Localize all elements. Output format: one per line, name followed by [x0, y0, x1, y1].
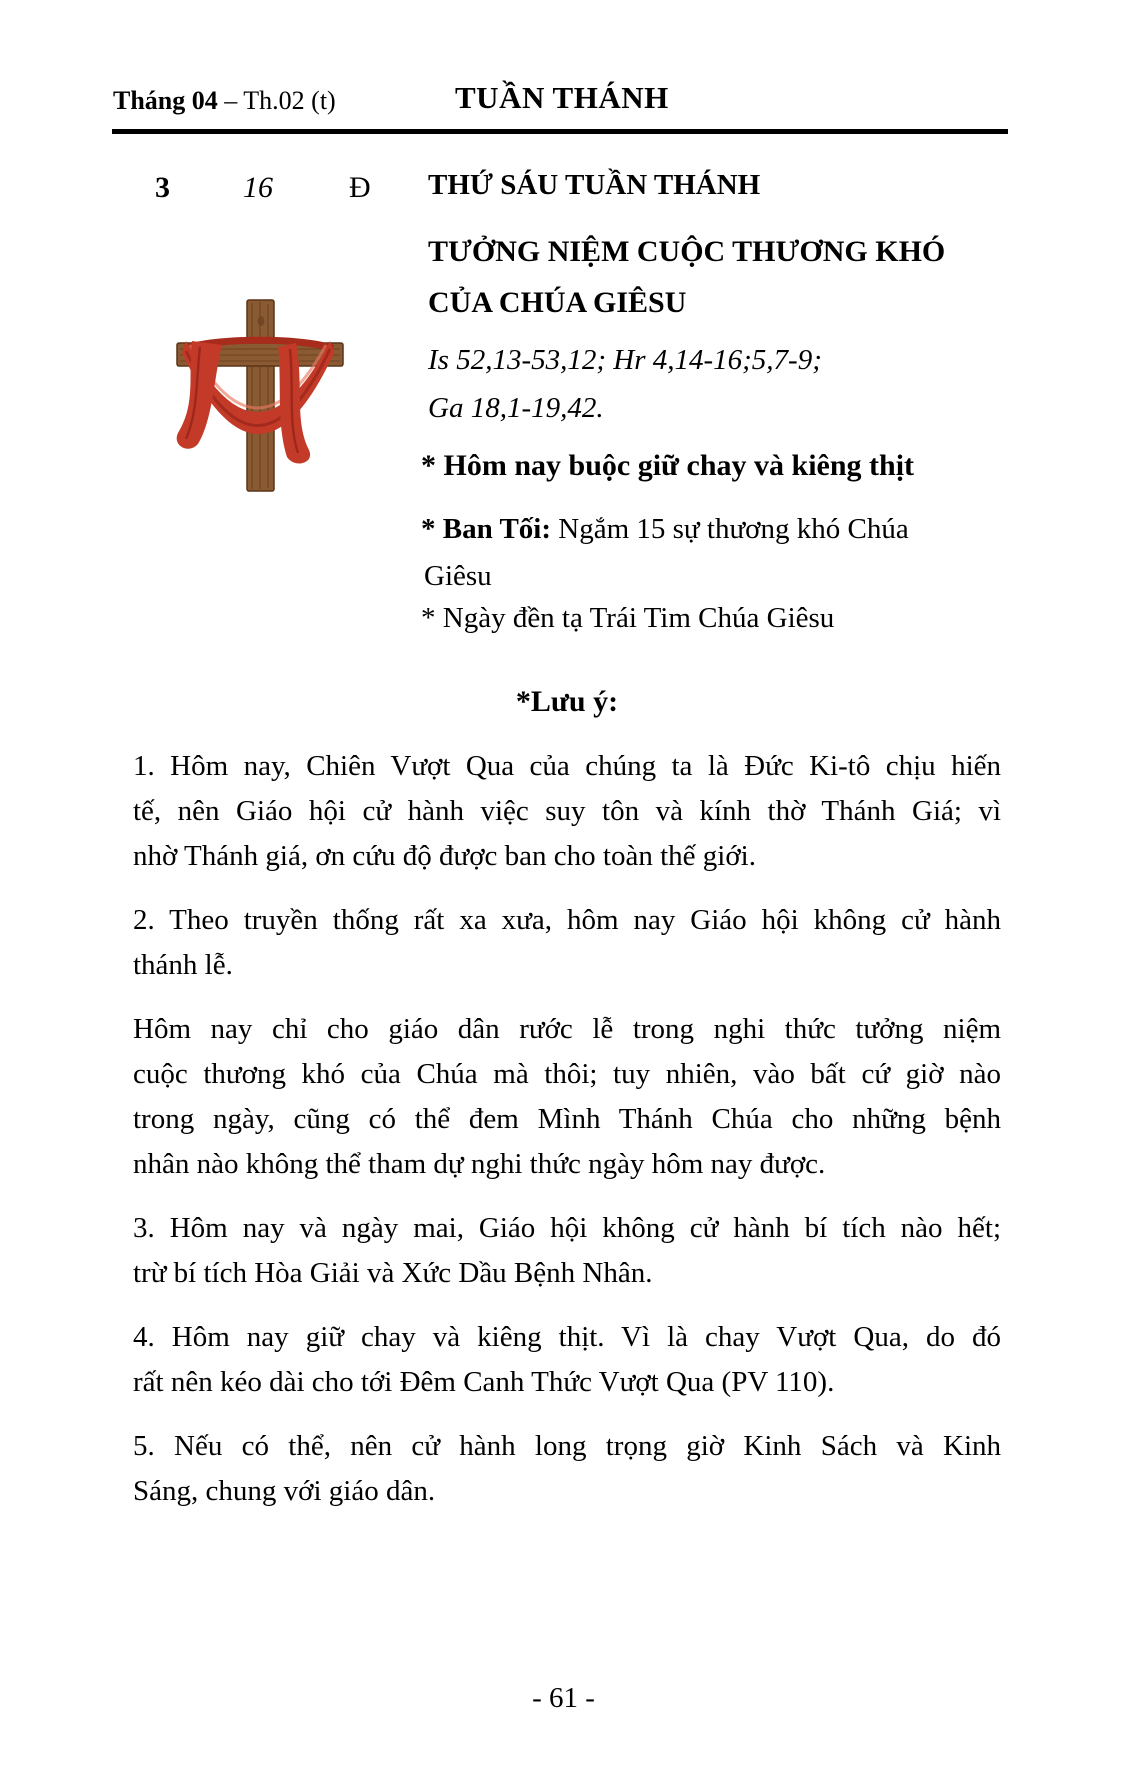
- note-paragraph-2: [133, 898, 1001, 988]
- entry-note-fasting: * Hôm nay buộc giữ chay và kiêng thịt: [421, 449, 915, 482]
- text-line: trừ bí tích Hòa Giải và Xức Dầu Bệnh Nhân.: [133, 1257, 653, 1289]
- text-line: tế, nên Giáo hội cử hành việc suy tôn và kính thờ Thánh Giá; vì: [133, 795, 1001, 827]
- notes-body: [133, 744, 1001, 1533]
- note-paragraph-1: [133, 744, 1001, 879]
- entry-title: THỨ SÁU TUẦN THÁNH: [428, 169, 761, 201]
- text-line: 2. Theo truyền thống rất xa xưa, hôm nay Giáo hội không cử hành: [133, 904, 1001, 936]
- text-line: Sáng, chung với giáo dân.: [133, 1475, 436, 1507]
- wooden-cross-red-drape-icon: [128, 243, 360, 495]
- header-month-label: Tháng 04: [113, 86, 218, 115]
- text-line: 3. Hôm nay và ngày mai, Giáo hội không cử hành bí tích nào hết;: [133, 1212, 1001, 1244]
- entry-subtitle-line2: CỦA CHÚA GIÊSU: [428, 286, 687, 319]
- note-paragraph-4: [133, 1206, 1001, 1296]
- text-line: trong ngày, cũng có thể đem Mình Thánh Chúa cho những bệnh: [133, 1103, 1001, 1135]
- wood-knot: [258, 316, 265, 326]
- text-line: Hôm nay chỉ cho giáo dân rước lễ trong nghi thức tưởng niệm: [133, 1013, 1001, 1045]
- page-number: - 61 -: [532, 1682, 595, 1714]
- note-paragraph-3: [133, 1007, 1001, 1187]
- text-line: nhân nào không thể tham dự nghi thức ngày hôm nay được.: [133, 1148, 826, 1180]
- entry-lunar-day: 16: [243, 171, 273, 204]
- text-line: thánh lễ.: [133, 949, 233, 981]
- readings-line1: Is 52,13-53,12; Hr 4,14-16;5,7-9;: [428, 344, 822, 376]
- notes-heading: *Lưu ý:: [515, 685, 619, 718]
- note-paragraph-6: [133, 1424, 1001, 1514]
- entry-note-evening: [421, 513, 909, 546]
- text-line: 1. Hôm nay, Chiên Vượt Qua của chúng ta là Đức Ki-tô chịu hiến: [133, 750, 1001, 782]
- entry-subtitle-line1: TƯỞNG NIỆM CUỘC THƯƠNG KHÓ: [428, 235, 946, 268]
- readings-line2: Ga 18,1-19,42.: [428, 392, 604, 424]
- note-paragraph-5: [133, 1315, 1001, 1405]
- entry-day-number: 3: [155, 171, 170, 204]
- text-line: 4. Hôm nay giữ chay và kiêng thịt. Vì là chay Vượt Qua, do đó: [133, 1321, 1001, 1353]
- text-line: cuộc thương khó của Chúa mà thôi; tuy nhiên, vào bất cứ giờ nào: [133, 1058, 1001, 1090]
- header-date-label: [113, 86, 336, 116]
- cross-illustration: [128, 243, 360, 495]
- entry-note-evening-label: * Ban Tối:: [421, 513, 552, 545]
- text-line: 5. Nếu có thể, nên cử hành long trọng giờ Kinh Sách và Kinh: [133, 1430, 1001, 1462]
- entry-note-evening-text: Ngắm 15 sự thương khó Chúa: [551, 513, 909, 545]
- header-week-title: TUẦN THÁNH: [455, 80, 669, 115]
- header-divider: [112, 129, 1008, 134]
- entry-liturgical-color-code: Đ: [349, 171, 371, 204]
- entry-note-evening-cont: Giêsu: [424, 560, 492, 592]
- text-line: rất nên kéo dài cho tới Đêm Canh Thức Vượt Qua (PV 110).: [133, 1366, 835, 1398]
- text-line: nhờ Thánh giá, ơn cứu độ được ban cho toàn thế giới.: [133, 840, 756, 872]
- entry-note-reparation: * Ngày đền tạ Trái Tim Chúa Giêsu: [421, 602, 835, 634]
- header-month-detail: – Th.02 (t): [217, 86, 336, 115]
